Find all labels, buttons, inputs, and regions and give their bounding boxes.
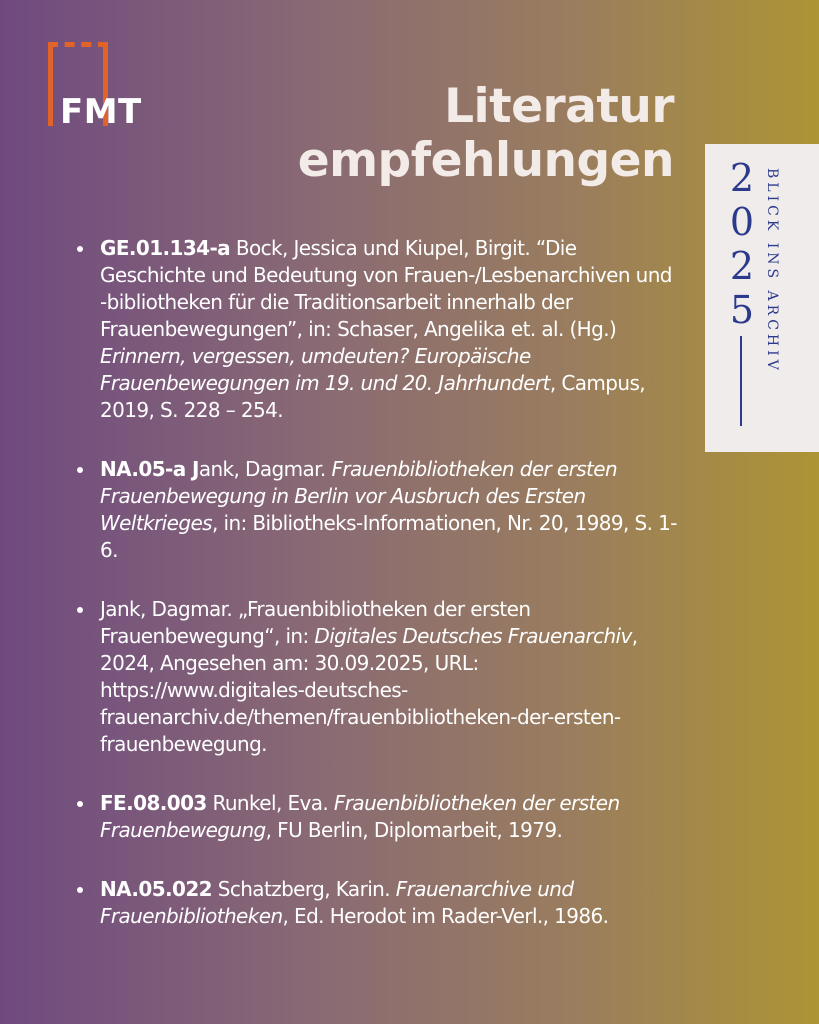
title-line-1: Literatur — [444, 79, 674, 134]
reference-text: , 2024, Angesehen am: 30.09.2025, URL: https://www.digitales-deutsches-frauenarchiv.de/themen/frauenbibliotheken-der-ersten-frauenbewegung. — [100, 624, 638, 756]
logo-text: FMT — [60, 92, 142, 132]
reference-signature: NA.05.022 — [100, 877, 212, 901]
reference-text: Jank, Dagmar. „Frauenbibliotheken der ersten Frauenbewegung“, in: — [100, 597, 531, 648]
list-item — [74, 790, 679, 844]
fmt-logo — [46, 38, 150, 134]
reference-text: Schatzberg, Karin. — [211, 877, 396, 901]
reference-signature: FE.08.003 — [100, 791, 207, 815]
list-item — [74, 235, 679, 424]
reference-text: Runkel, Eva. — [206, 791, 334, 815]
year-digit: 2 — [729, 244, 755, 288]
reference-text: , Campus, 2019, S. 228 – 254. — [100, 371, 646, 422]
year-divider-line — [740, 336, 742, 426]
reference-title: Frauenbibliotheken der ersten Frauenbewegung in Berlin vor Ausbruch des Ersten Weltkrieges — [100, 457, 618, 535]
reference-text: , in: Bibliotheks-Informationen, Nr. 20, 1989, S. 1-6. — [100, 511, 677, 562]
page-title — [298, 80, 674, 188]
list-item — [74, 456, 679, 564]
year-digit: 5 — [729, 288, 755, 332]
reference-title: Frauenarchive und Frauenbibliotheken — [100, 877, 574, 928]
reference-title: Frauenbibliotheken der ersten Frauenbewegung — [100, 791, 620, 842]
reference-text: , FU Berlin, Diplomarbeit, 1979. — [265, 818, 563, 842]
reference-text: ank, Dagmar. — [198, 457, 332, 481]
year-digit: 0 — [729, 200, 755, 244]
reference-title: Digitales Deutsches Frauenarchiv — [314, 624, 632, 648]
title-line-2: empfehlungen — [297, 133, 674, 188]
reference-signature: NA.05-a J — [100, 457, 199, 481]
reference-title: Erinnern, vergessen, umdeuten? Europäische Frauenbewegungen im 19. und 20. Jahrhundert — [100, 344, 550, 395]
list-item — [74, 876, 679, 930]
year-digit: 2 — [729, 156, 755, 200]
reference-text: Bock, Jessica und Kiupel, Birgit. “Die Geschichte und Bedeutung von Frauen-/Lesbenarchiven und -bibliotheken für die Traditionsarbeit innerhalb der Frauenbewegungen”, in: Schaser, Angelika et. al. (Hg.) — [100, 236, 672, 341]
year — [725, 156, 759, 332]
list-item — [74, 596, 679, 758]
series-label: BLICK INS ARCHIV — [764, 168, 780, 374]
reference-text: , Ed. Herodot im Rader-Verl., 1986. — [282, 904, 609, 928]
reference-signature: GE.01.134-a — [100, 236, 231, 260]
side-panel — [705, 144, 819, 452]
reference-list — [74, 235, 679, 962]
